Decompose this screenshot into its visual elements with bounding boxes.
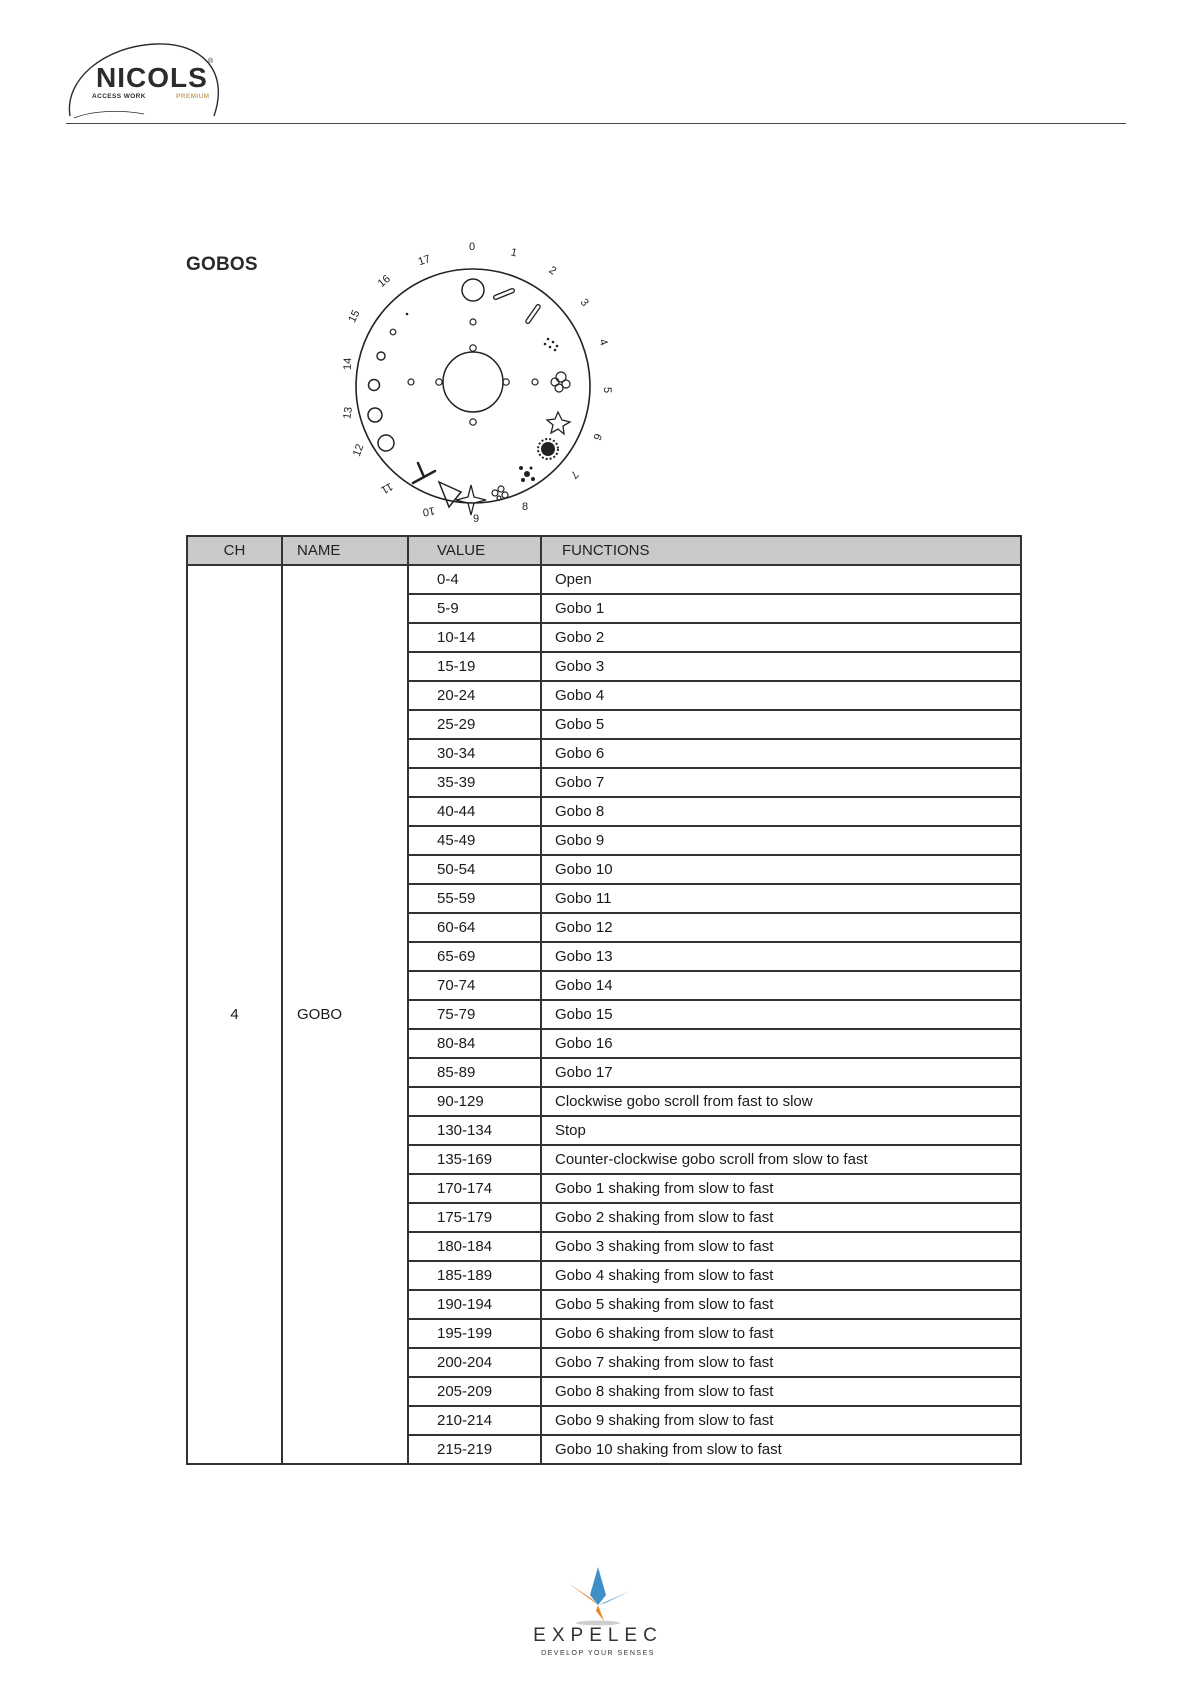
value-cell: 70-74 [408,971,541,1000]
gobo-3-dots-icon [544,338,559,352]
gobo-12-circle-icon [378,435,394,451]
function-cell: Gobo 15 [541,1000,1021,1029]
function-cell: Gobo 7 shaking from slow to fast [541,1348,1021,1377]
value-cell: 15-19 [408,652,541,681]
gobo-15-circle-icon [377,352,385,360]
function-cell: Gobo 13 [541,942,1021,971]
slot-label: 10 [421,504,436,519]
value-cell: 40-44 [408,797,541,826]
gobo-5-star-icon [547,412,570,434]
table-header-row [187,536,1021,565]
header-name: NAME [282,536,408,565]
value-cell: 135-169 [408,1145,541,1174]
name-cell: GOBO [282,565,408,1464]
gobo-4-cloud-icon [551,372,570,392]
value-cell: 85-89 [408,1058,541,1087]
gobo-11-t-icon [413,463,435,483]
nicols-logo [64,40,234,122]
function-cell: Gobo 8 [541,797,1021,826]
logo-registered-mark: ® [208,58,214,65]
gobo-14-circle-icon [369,380,380,391]
logo-name: NICOLS [96,62,208,93]
header-functions: FUNCTIONS [541,536,1021,565]
slot-label: 16 [375,272,393,290]
function-cell: Counter-clockwise gobo scroll from slow to fast [541,1145,1021,1174]
function-cell: Gobo 6 [541,739,1021,768]
gobo-9-cross-star-icon [456,485,486,515]
function-cell: Gobo 9 [541,826,1021,855]
expelec-logo [528,1565,668,1665]
gobo-wheel-diagram [325,236,625,526]
gobo-6-gear-icon [538,439,558,459]
value-cell: 25-29 [408,710,541,739]
slot-label: 17 [416,253,433,269]
header-ch: CH [187,536,282,565]
value-cell: 130-134 [408,1116,541,1145]
gobo-1-bar-icon [493,288,515,300]
slot-label: 13 [341,406,355,420]
logo-tagline: ACCESS WORK [92,93,146,100]
function-cell: Gobo 3 [541,652,1021,681]
function-cell: Gobo 16 [541,1029,1021,1058]
value-cell: 195-199 [408,1319,541,1348]
value-cell: 60-64 [408,913,541,942]
value-cell: 210-214 [408,1406,541,1435]
value-cell: 45-49 [408,826,541,855]
value-cell: 20-24 [408,681,541,710]
function-cell: Gobo 2 shaking from slow to fast [541,1203,1021,1232]
slot-label: 6 [590,431,604,442]
value-cell: 30-34 [408,739,541,768]
function-cell: Gobo 7 [541,768,1021,797]
value-cell: 75-79 [408,1000,541,1029]
gobo-10-triangle-icon [439,482,461,507]
value-cell: 205-209 [408,1377,541,1406]
slot-label: 0 [469,241,476,253]
function-cell: Gobo 8 shaking from slow to fast [541,1377,1021,1406]
header-value: VALUE [408,536,541,565]
channel-cell: 4 [187,565,282,1464]
function-cell: Clockwise gobo scroll from fast to slow [541,1087,1021,1116]
value-cell: 190-194 [408,1290,541,1319]
function-cell: Gobo 9 shaking from slow to fast [541,1406,1021,1435]
value-cell: 5-9 [408,594,541,623]
gobo-17-dot-icon [406,313,409,316]
value-cell: 80-84 [408,1029,541,1058]
gobo-8-flower-icon [492,486,508,500]
value-cell: 180-184 [408,1232,541,1261]
value-cell: 65-69 [408,942,541,971]
slot-label: 1 [509,246,519,260]
function-cell: Open [541,565,1021,594]
expelec-star-icon [528,1565,668,1627]
function-cell: Gobo 12 [541,913,1021,942]
slot-label: 11 [378,479,395,497]
function-cell: Gobo 5 [541,710,1021,739]
dmx-channel-table [186,535,1022,1465]
gobo-open-icon [462,279,484,301]
function-cell: Gobo 1 [541,594,1021,623]
value-cell: 215-219 [408,1435,541,1464]
slot-label: 4 [596,337,610,348]
slot-label: 12 [350,442,367,459]
value-cell: 55-59 [408,884,541,913]
slot-label: 8 [522,501,529,513]
function-cell: Gobo 11 [541,884,1021,913]
slot-label: 14 [341,357,355,371]
footer-brand: EXPELEC [533,1625,663,1646]
gobo-13-circle-icon [368,408,382,422]
function-cell: Gobo 10 [541,855,1021,884]
function-cell: Gobo 3 shaking from slow to fast [541,1232,1021,1261]
function-cell: Gobo 2 [541,623,1021,652]
value-cell: 170-174 [408,1174,541,1203]
function-cell: Gobo 10 shaking from slow to fast [541,1435,1021,1464]
footer-tagline: DEVELOP YOUR SENSES [541,1650,655,1657]
section-title: GOBOS [186,254,258,275]
header-divider [66,123,1126,124]
value-cell: 35-39 [408,768,541,797]
value-cell: 185-189 [408,1261,541,1290]
value-cell: 200-204 [408,1348,541,1377]
slot-label: 2 [546,264,559,278]
function-cell: Stop [541,1116,1021,1145]
value-cell: 50-54 [408,855,541,884]
gobo-16-circle-icon [390,329,396,335]
gobo-7-splash-icon [519,466,535,482]
logo-tagline-accent: PREMIUM [176,93,210,100]
table-row [187,565,1021,594]
function-cell: Gobo 5 shaking from slow to fast [541,1290,1021,1319]
slot-label: 9 [473,513,480,525]
value-cell: 90-129 [408,1087,541,1116]
function-cell: Gobo 17 [541,1058,1021,1087]
gobo-2-bar-icon [525,304,541,324]
slot-label: 5 [600,386,614,394]
slot-label: 15 [346,308,363,325]
slot-label: 7 [567,467,581,481]
value-cell: 175-179 [408,1203,541,1232]
function-cell: Gobo 6 shaking from slow to fast [541,1319,1021,1348]
value-cell: 10-14 [408,623,541,652]
function-cell: Gobo 4 [541,681,1021,710]
value-cell: 0-4 [408,565,541,594]
function-cell: Gobo 1 shaking from slow to fast [541,1174,1021,1203]
slot-label: 3 [577,296,591,309]
function-cell: Gobo 4 shaking from slow to fast [541,1261,1021,1290]
function-cell: Gobo 14 [541,971,1021,1000]
